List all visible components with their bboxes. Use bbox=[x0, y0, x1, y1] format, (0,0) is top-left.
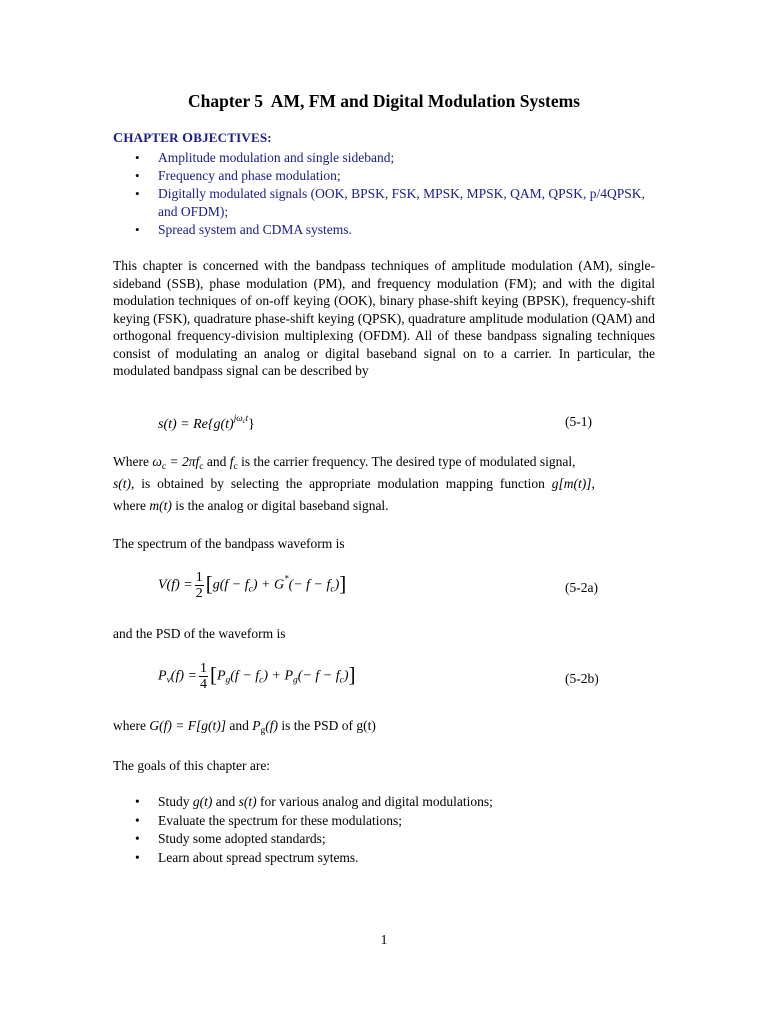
goal-item: • Study g(t) and s(t) for various analog and digital modulations; bbox=[113, 793, 653, 812]
objectives-heading: CHAPTER OBJECTIVES: bbox=[113, 130, 272, 146]
where-line-2: s(t), is obtained by selecting the appropriate modulation mapping function g[m(t)], bbox=[113, 476, 595, 491]
objective-item: • Digitally modulated signals (OOK, BPSK, FSK, MPSK, MPSK, QAM, QPSK, p/4QPSK, and OFDM); bbox=[135, 186, 645, 219]
bullet-icon: • bbox=[135, 168, 140, 183]
goal-item: • Learn about spread spectrum sytems. bbox=[113, 849, 653, 868]
psd-intro: and the PSD of the waveform is bbox=[113, 626, 286, 641]
equation-number-5-2b: (5-2b) bbox=[565, 671, 599, 686]
goals-intro: The goals of this chapter are: bbox=[113, 758, 271, 773]
objectives-list bbox=[113, 149, 653, 239]
spectrum-intro: The spectrum of the bandpass waveform is bbox=[113, 536, 345, 551]
equation-5-2a: V(f) = $\frac{1}{2}$ $[g(f - f_c) + G^*(- f - f_c)]$ bbox=[158, 570, 347, 601]
bullet-icon: • bbox=[135, 794, 140, 809]
equation-number-5-2a: (5-2a) bbox=[565, 580, 598, 595]
where-line-3: where m(t) is the analog or digital baseband signal. bbox=[113, 498, 389, 513]
bullet-icon: • bbox=[135, 812, 140, 828]
bullet-icon: • bbox=[135, 849, 140, 865]
objective-item: • Amplitude modulation and single sideband; bbox=[135, 150, 395, 165]
bullet-icon: • bbox=[135, 186, 140, 201]
chapter-title: Chapter 5 AM, FM and Digital Modulation Systems bbox=[188, 91, 580, 111]
equation-5-1: $s(t) = Re\{g(t)^{j\omega_ct}\}$ bbox=[158, 413, 255, 432]
where-line-1: Where $\omega_c = 2\pi f_c$ and $f_c$ is the carrier frequency. The desired type of modulated signal, bbox=[113, 454, 576, 472]
equation-5-2b: $P_v(f)$ = $\frac{1}{4}$ $[P_g(f - f_c) + P_g(- f - f_c)]$ bbox=[158, 661, 356, 692]
goal-item: • Evaluate the spectrum for these modulations; bbox=[113, 812, 653, 831]
goals-list bbox=[113, 793, 653, 867]
bullet-icon: • bbox=[135, 222, 140, 237]
goal-item: • Study some adopted standards; bbox=[113, 830, 653, 849]
where-psd-line: where G(f) = F[g(t)] and $P_g(f)$ is the PSD of g(t) bbox=[113, 718, 376, 736]
intro-paragraph: This chapter is concerned with the bandpass techniques of amplitude modulation (AM), single-sideband (SSB), phase modulation (PM), and frequency modulation (FM); and with the digital modulation techniques of on-off keying (OOK), binary phase-shift keying (BPSK), frequency-shift keying (FSK), quadrature phase-shift keying (QPSK), quadrature amplitude modulation (QAM) and orthogonal frequency-division multiplexing (OFDM). All of these bandpass signaling techniques consist of modulating an analog or digital baseband signal on to a carrier. In particular, the modulated bandpass signal can be described by bbox=[113, 258, 655, 378]
bullet-icon: • bbox=[135, 831, 140, 846]
equation-number-5-1: (5-1) bbox=[565, 414, 592, 429]
objective-item: • Spread system and CDMA systems. bbox=[135, 222, 352, 237]
bullet-icon: • bbox=[135, 150, 140, 165]
objective-item: • Frequency and phase modulation; bbox=[135, 168, 341, 183]
page-number: 1 bbox=[380, 932, 388, 947]
